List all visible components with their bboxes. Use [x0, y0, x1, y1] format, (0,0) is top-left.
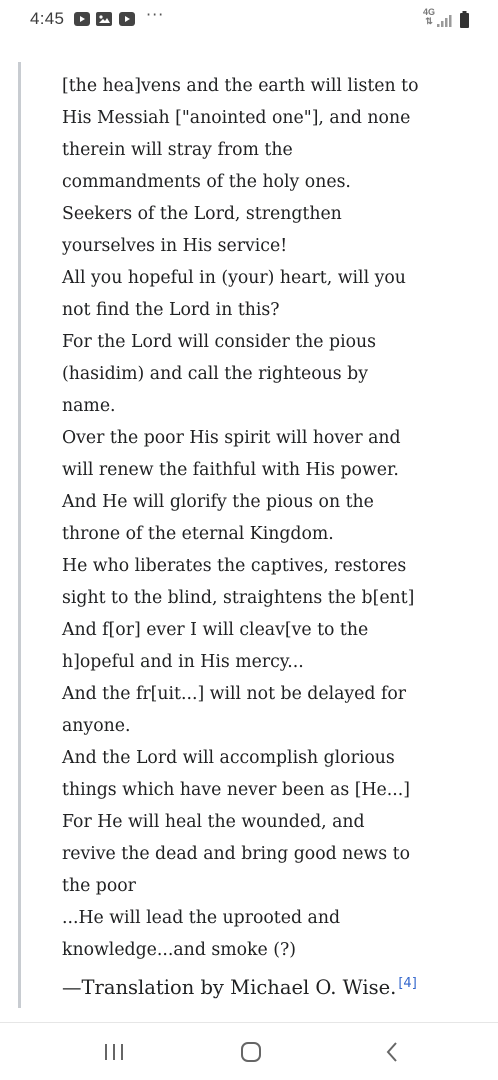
attribution-text: —Translation by Michael O. Wise.: [62, 976, 397, 999]
recents-button[interactable]: [99, 1039, 129, 1065]
quote-line: And the Lord will accomplish glorious: [62, 748, 395, 768]
blockquote-border: [18, 62, 21, 1008]
home-button[interactable]: [236, 1039, 266, 1065]
blockquote-text: [62, 70, 482, 966]
quote-line: Seekers of the Lord, strengthen: [62, 204, 342, 224]
back-icon: [377, 1039, 407, 1065]
quote-line: He who liberates the captives, restores: [62, 556, 407, 576]
quote-line: not find the Lord in this?: [62, 300, 280, 320]
quote-line: the poor: [62, 876, 136, 896]
quote-line: will renew the faithful with His power.: [62, 460, 399, 480]
quote-line: And He will glorify the pious on the: [62, 492, 374, 512]
quote-line: sight to the blind, straightens the b[ent]: [62, 588, 415, 608]
quote-line: [the hea]vens and the earth will listen to: [62, 76, 419, 96]
quote-line: All you hopeful in (your) heart, will you: [62, 268, 406, 288]
back-button[interactable]: [377, 1039, 407, 1065]
status-time: 4:45: [30, 9, 65, 28]
quote-line: knowledge...and smoke (?): [62, 940, 296, 960]
quote-line: Over the poor His spirit will hover and: [62, 428, 401, 448]
quote-line: anyone.: [62, 716, 131, 736]
battery-icon: [460, 11, 469, 28]
quote-attribution: [62, 976, 417, 999]
quote-line: yourselves in His service!: [62, 236, 288, 256]
quote-line: And f[or] ever I will cleav[ve to the: [62, 620, 369, 640]
gallery-icon: [96, 12, 112, 26]
quote-line: (hasidim) and call the righteous by: [62, 364, 368, 384]
quote-line: throne of the eternal Kingdom.: [62, 524, 334, 544]
quote-line: therein will stray from the: [62, 140, 293, 160]
quote-line: commandments of the holy ones.: [62, 172, 351, 192]
quote-line: things which have never been as [He...]: [62, 780, 410, 800]
quote-line: revive the dead and bring good news to: [62, 844, 411, 864]
youtube-icon: [74, 12, 90, 26]
status-bar: [0, 0, 498, 40]
quote-line: His Messiah ["anointed one"], and none: [62, 108, 411, 128]
signal-icon: [437, 12, 455, 31]
more-notifications-icon: ···: [146, 5, 165, 24]
youtube-icon: [119, 12, 135, 26]
quote-line: For He will heal the wounded, and: [62, 812, 365, 832]
navigation-bar: [0, 1023, 498, 1080]
reference-link[interactable]: [4]: [398, 976, 417, 991]
network-type-label: 4G ⇅: [423, 7, 436, 26]
recents-icon: [99, 1039, 129, 1065]
quote-line: ...He will lead the uprooted and: [62, 908, 341, 928]
quote-line: For the Lord will consider the pious: [62, 332, 376, 352]
home-icon: [236, 1039, 266, 1065]
quote-line: h]opeful and in His mercy...: [62, 652, 304, 672]
quote-line: name.: [62, 396, 116, 416]
quote-line: And the fr[uit...] will not be delayed for: [62, 684, 407, 704]
